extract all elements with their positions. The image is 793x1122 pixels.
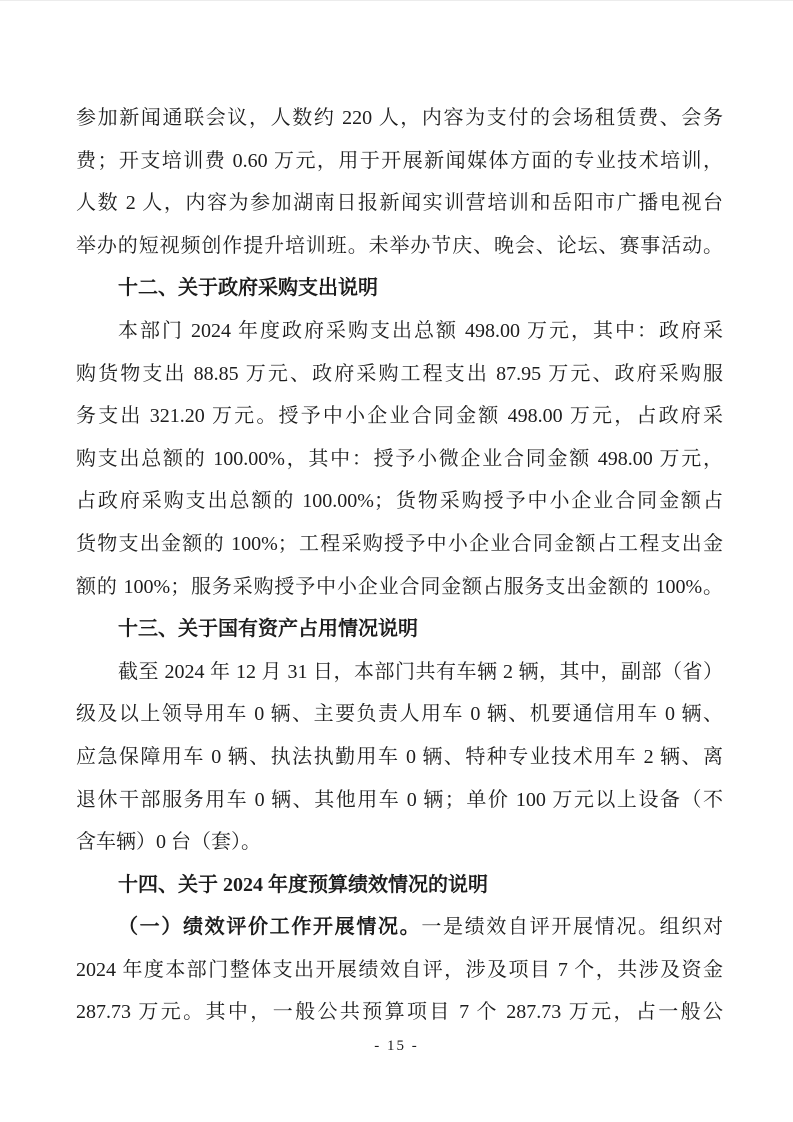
section-14-line-1: 2024 年度本部门整体支出开展绩效自评，涉及项目 7 个，共涉及资金 xyxy=(76,958,723,981)
section-13-line-5: 含车辆）0 台（套）。 xyxy=(76,831,261,854)
section-12-line-3: 务支出 321.20 万元。授予中小企业合同金额 498.00 万元，占政府采 xyxy=(76,405,723,428)
document-body xyxy=(76,97,723,1034)
prev-paragraph-line-1: 参加新闻通联会议，人数约 220 人，内容为支付的会场租赁费、会务 xyxy=(76,107,723,129)
section-14-heading: 十四、关于 2024 年度预算绩效情况的说明 xyxy=(118,873,488,896)
section-13-line-4: 退休干部服务用车 0 辆、其他用车 0 辆；单价 100 万元以上设备（不 xyxy=(76,788,723,811)
page-number: - 15 - xyxy=(374,1038,419,1054)
section-12-heading: 十二、关于政府采购支出说明 xyxy=(118,277,378,300)
section-12-line-1: 本部门 2024 年度政府采购支出总额 498.00 万元，其中：政府采 xyxy=(118,319,723,342)
prev-paragraph-line-4: 举办的短视频创作提升培训班。未举办节庆、晚会、论坛、赛事活动。 xyxy=(76,234,723,257)
section-12-line-5: 占政府采购支出总额的 100.00%；货物采购授予中小企业合同金额占 xyxy=(76,490,723,513)
section-12-line-2: 购货物支出 88.85 万元、政府采购工程支出 87.95 万元、政府采购服 xyxy=(76,362,723,385)
prev-paragraph-line-3: 人数 2 人，内容为参加湖南日报新闻实训营培训和岳阳市广播电视台 xyxy=(76,192,723,215)
subsection-1-heading: （一）绩效评价工作开展情况。 xyxy=(118,916,422,939)
section-13-heading: 十三、关于国有资产占用情况说明 xyxy=(118,618,418,641)
subsection-1-text: 一是绩效自评开展情况。组织对 xyxy=(421,916,723,939)
section-13-line-2: 级及以上领导用车 0 辆、主要负责人用车 0 辆、机要通信用车 0 辆、 xyxy=(76,703,723,726)
section-13-line-3: 应急保障用车 0 辆、执法执勤用车 0 辆、特种专业技术用车 2 辆、离 xyxy=(76,745,723,768)
section-13-line-1: 截至 2024 年 12 月 31 日，本部门共有车辆 2 辆，其中，副部（省） xyxy=(118,660,723,683)
section-12-line-7: 额的 100%；服务采购授予中小企业合同金额占服务支出金额的 100%。 xyxy=(76,575,723,598)
section-12-line-4: 购支出总额的 100.00%，其中：授予小微企业合同金额 498.00 万元， xyxy=(76,447,723,470)
section-14-line-2: 287.73 万元。其中，一般公共预算项目 7 个 287.73 万元，占一般公 xyxy=(76,1001,723,1024)
section-12-line-6: 货物支出金额的 100%；工程采购授予中小企业合同金额占工程支出金 xyxy=(76,532,723,555)
prev-paragraph-line-2: 费；开支培训费 0.60 万元，用于开展新闻媒体方面的专业技术培训， xyxy=(76,149,723,172)
section-14-sub1-line xyxy=(76,906,723,949)
